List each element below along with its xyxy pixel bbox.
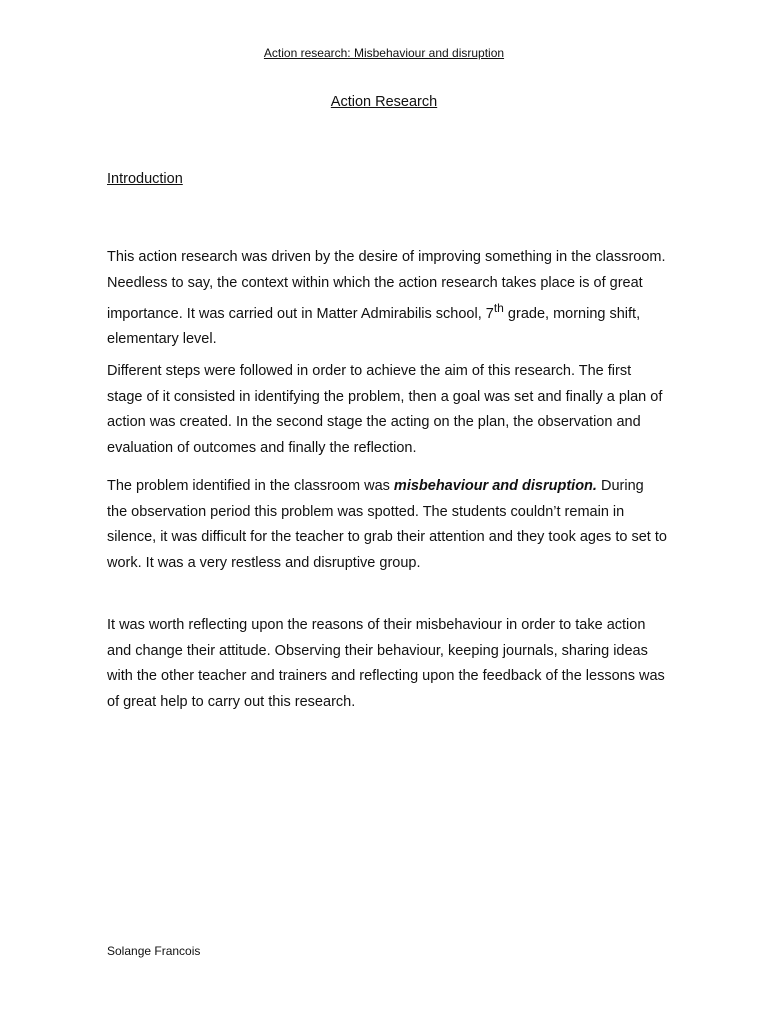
footer-author: Solange Francois [107, 944, 201, 958]
document-title: Action Research [330, 94, 438, 110]
paragraph-3-text-end: During the observation period this problem was spotted. The students couldn’t remain in silence, it was difficult for the teacher to grab their attention and they took ages to set to work. It was a very restless and disruptive group. [107, 478, 667, 571]
paragraph-2-text: Different steps were followed in order to achieve the aim of this research. The first stage of it consisted in identifying the problem, then a goal was set and finally a plan of action was created. In the second stage the acting on the plan, the observation and evaluation of outcomes and finally the reflection. [107, 363, 663, 456]
emphasized-problem: misbehaviour and disruption. [393, 478, 597, 494]
paragraph-1-text: This action research was driven by the desire of improving something in the classroom. Needless to say, the context within which the action research takes place is of great importance. It was carried out in Matter Admirabilis school, 7 [107, 249, 666, 322]
section-heading-introduction: Introduction [107, 171, 183, 187]
paragraph-4-text: It was worth reflecting upon the reasons of their misbehaviour in order to take action and change their attitude. Observing their behaviour, keeping journals, sharing ideas with the other teacher and trainers and reflecting upon the feedback of the lessons was of great help to carry out this research. [107, 617, 665, 710]
paragraph-4 [107, 613, 667, 715]
running-header: Action research: Misbehaviour and disruption [263, 46, 505, 60]
ordinal-superscript: th [493, 301, 504, 315]
paragraph-3 [107, 474, 667, 576]
paragraph-1 [107, 245, 667, 353]
paragraph-2 [107, 359, 667, 461]
paragraph-3-text: The problem identified in the classroom was [107, 478, 394, 494]
paragraph-1-text-end: grade, morning shift, elementary level. [107, 305, 641, 348]
